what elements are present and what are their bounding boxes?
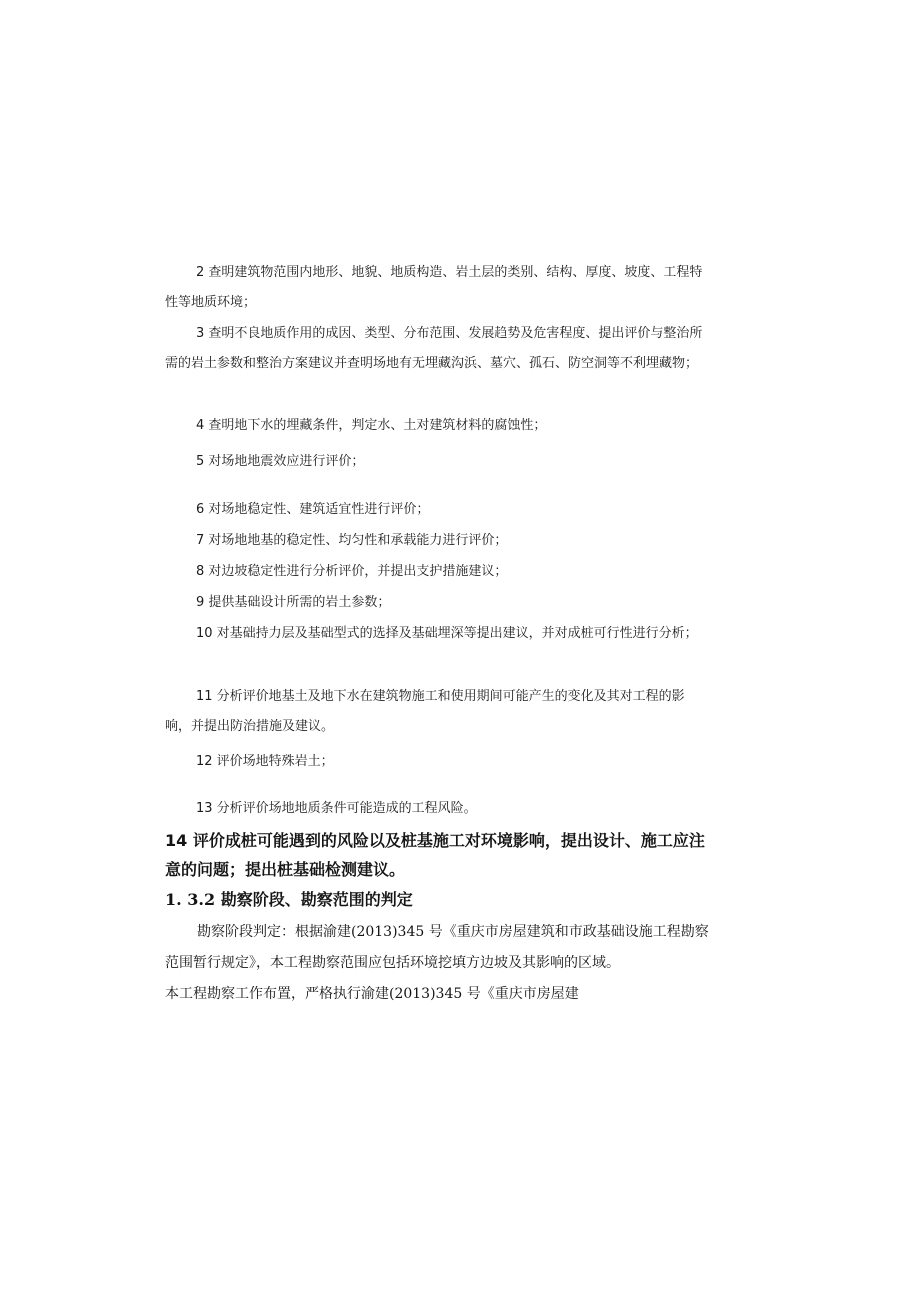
section-heading [165,886,413,914]
requirement-item-7: 7 对场地地基的稳定性、均匀性和承载能力进行评价； [196,533,508,548]
requirement-item-11: 11 分析评价地基土及地下水在建筑物施工和使用期间可能产生的变化及其对工程的影响，并提出防治措施及建议。 [165,689,685,734]
requirement-item-10: 10 对基础持力层及基础型式的选择及基础埋深等提出建议，并对成桩可行性进行分析； [196,626,698,641]
requirement-item-6: 6 对场地稳定性、建筑适宜性进行评价； [196,502,430,517]
requirement-item-2: 2 查明建筑物范围内地形、地貌、地质构造、岩土层的类别、结构、厚度、坡度、工程特性等地质环境； [165,265,703,310]
requirement-item-9: 9 提供基础设计所需的岩土参数； [196,595,391,610]
requirement-item-8: 8 对边坡稳定性进行分析评价，并提出支护措施建议； [196,564,508,579]
requirement-item-5: 5 对场地地震效应进行评价； [196,454,365,469]
section-number: 1. 3.2 [165,890,216,909]
requirement-item-14: 14 评价成桩可能遇到的风险以及桩基施工对环境影响，提出设计、施工应注意的问题；提出桩基础检测建议。 [165,831,705,879]
requirement-item-3: 3 查明不良地质作用的成因、类型、分布范围、发展趋势及危害程度、提出评价与整治所需的岩土参数和整治方案建议并查明场地有无埋藏沟浜、墓穴、孤石、防空洞等不利埋藏物； [165,326,703,371]
body-paragraph-stage: 勘察阶段判定：根据渝建(2013)345 号《重庆市房屋建筑和市政基础设施工程勘察范围暂行规定》，本工程勘察范围应包括环境挖填方边坡及其影响的区域。 [165,924,709,971]
section-title: 勘察阶段、勘察范围的判定 [220,890,413,909]
requirement-item-13: 13 分析评价场地地质条件可能造成的工程风险。 [196,801,477,816]
requirement-item-4: 4 查明地下水的埋藏条件，判定水、土对建筑材料的腐蚀性； [196,418,547,433]
body-paragraph-layout: 本工程勘察工作布置，严格执行渝建(2013)345 号《重庆市房屋建 [165,986,579,1002]
requirement-item-12: 12 评价场地特殊岩土； [196,754,334,769]
